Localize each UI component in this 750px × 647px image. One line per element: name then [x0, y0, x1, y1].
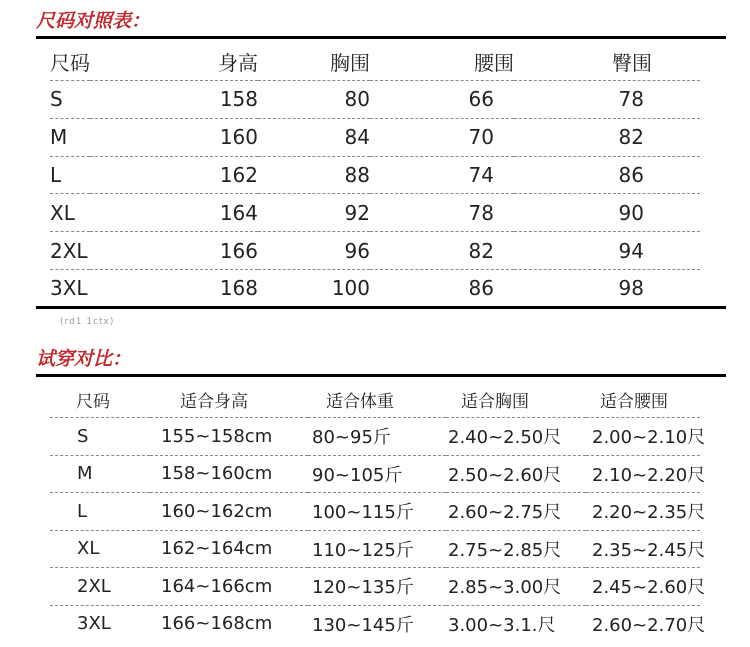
size-chart-cell: 2XL — [50, 232, 90, 270]
size-chart-header-size: 尺码 — [50, 43, 90, 81]
size-chart-cell: 92 — [258, 194, 370, 232]
size-chart-bottom-rule — [36, 306, 726, 309]
fit-chart-cell: 120~135斤 — [308, 568, 446, 606]
fit-chart-cell: 2.60~2.70尺 — [592, 614, 706, 636]
size-chart-row — [50, 118, 700, 156]
size-chart-cell: 82 — [370, 232, 514, 270]
fit-chart-row — [50, 530, 700, 568]
size-chart-cell: M — [50, 118, 90, 156]
fit-chart-cell: S — [50, 418, 150, 456]
size-chart-cell: 162 — [90, 156, 258, 194]
fit-chart-header-height: 适合身高 — [150, 381, 308, 418]
fit-chart-row — [50, 418, 700, 456]
fit-chart-cell: 90~105斤 — [308, 455, 446, 493]
fit-chart-cell: 2.50~2.60尺 — [446, 455, 586, 493]
size-chart-cell: 168 — [219, 276, 258, 301]
fit-chart-title: 试穿对比： — [36, 348, 132, 370]
fit-chart-cell: 155~158cm — [150, 418, 308, 456]
fit-chart-row — [50, 605, 700, 642]
fit-chart-header-row — [50, 381, 700, 418]
size-chart-cell: S — [50, 81, 90, 119]
size-chart-cell: 70 — [370, 118, 514, 156]
fit-chart-cell: 3XL — [77, 613, 111, 635]
fit-chart-cell: 80~95斤 — [308, 418, 446, 456]
size-chart-cell: 78 — [514, 81, 700, 119]
size-chart-row — [50, 232, 700, 270]
scan-smudge-text: (rd1 1ctx) — [60, 317, 115, 327]
fit-chart-header-bust: 适合胸围 — [446, 381, 586, 418]
size-chart-top-rule — [36, 36, 726, 39]
fit-chart-header-weight: 适合体重 — [308, 381, 446, 418]
fit-chart-cell: 2.40~2.50尺 — [446, 418, 586, 456]
size-chart-cell: 94 — [514, 232, 700, 270]
size-chart-cell: 160 — [90, 118, 258, 156]
fit-chart-cell: 2.20~2.35尺 — [586, 493, 700, 531]
fit-chart-header-waist: 适合腰围 — [586, 381, 700, 418]
fit-chart-cell: M — [50, 455, 150, 493]
size-chart-cell: 86 — [468, 276, 494, 301]
fit-chart-cell: 2.60~2.75尺 — [446, 493, 586, 531]
size-chart-cell: 86 — [514, 156, 700, 194]
fit-chart-cell: 3.00~3.1.尺 — [448, 614, 556, 636]
fit-chart-row — [50, 568, 700, 606]
fit-chart-table — [50, 381, 706, 642]
size-chart-cell: 84 — [258, 118, 370, 156]
fit-chart-cell: 2.75~2.85尺 — [446, 530, 586, 568]
fit-chart-cell: 100~115斤 — [308, 493, 446, 531]
size-chart-header-height: 身高 — [90, 43, 258, 81]
size-chart-header-hip: 臀围 — [514, 43, 700, 81]
fit-chart-row — [50, 493, 700, 531]
size-chart-cell: 90 — [514, 194, 700, 232]
size-chart-table — [50, 43, 700, 307]
size-chart-cell: XL — [50, 194, 90, 232]
size-chart-row — [50, 269, 700, 306]
size-chart-cell: 98 — [618, 276, 644, 301]
fit-chart-cell: L — [50, 493, 150, 531]
size-chart-header-waist: 腰围 — [370, 43, 514, 81]
fit-chart-cell: 162~164cm — [150, 530, 308, 568]
size-chart-cell: 82 — [514, 118, 700, 156]
fit-chart-row — [50, 455, 700, 493]
fit-chart-top-rule — [36, 374, 726, 377]
size-chart-cell: 100 — [331, 276, 370, 301]
size-chart-cell: 66 — [370, 81, 514, 119]
fit-chart-cell: 2.45~2.60尺 — [586, 568, 700, 606]
fit-chart-cell: XL — [50, 530, 150, 568]
size-chart-cell: 96 — [258, 232, 370, 270]
size-chart-cell: 164 — [90, 194, 258, 232]
size-chart-cell: 3XL — [50, 276, 88, 301]
fit-chart-header-size: 尺码 — [50, 381, 150, 418]
size-chart-row — [50, 156, 700, 194]
fit-chart-cell: 2.10~2.20尺 — [586, 455, 700, 493]
fit-chart-cell: 2.35~2.45尺 — [586, 530, 700, 568]
size-chart-header-bust: 胸围 — [258, 43, 370, 81]
fit-chart-cell: 2XL — [50, 568, 150, 606]
size-chart-row — [50, 194, 700, 232]
fit-chart-cell: 166~168cm — [161, 613, 273, 635]
size-chart-title: 尺码对照表： — [36, 10, 151, 32]
fit-chart-cell: 130~145斤 — [312, 614, 414, 636]
size-chart-header-row — [50, 43, 700, 81]
fit-chart-cell: 2.85~3.00尺 — [446, 568, 586, 606]
size-chart-cell: 88 — [258, 156, 370, 194]
fit-chart-cell: 160~162cm — [150, 493, 308, 531]
fit-chart-cell: 110~125斤 — [308, 530, 446, 568]
size-chart-cell: 166 — [90, 232, 258, 270]
size-chart-cell: 78 — [370, 194, 514, 232]
fit-chart-cell: 158~160cm — [150, 455, 308, 493]
fit-chart-cell: 2.00~2.10尺 — [586, 418, 700, 456]
size-chart-cell: L — [50, 156, 90, 194]
size-chart-cell: 74 — [370, 156, 514, 194]
size-chart-cell: 80 — [258, 81, 370, 119]
size-chart-cell: 158 — [90, 81, 258, 119]
fit-chart-cell: 164~166cm — [150, 568, 308, 606]
size-chart-row — [50, 81, 700, 119]
